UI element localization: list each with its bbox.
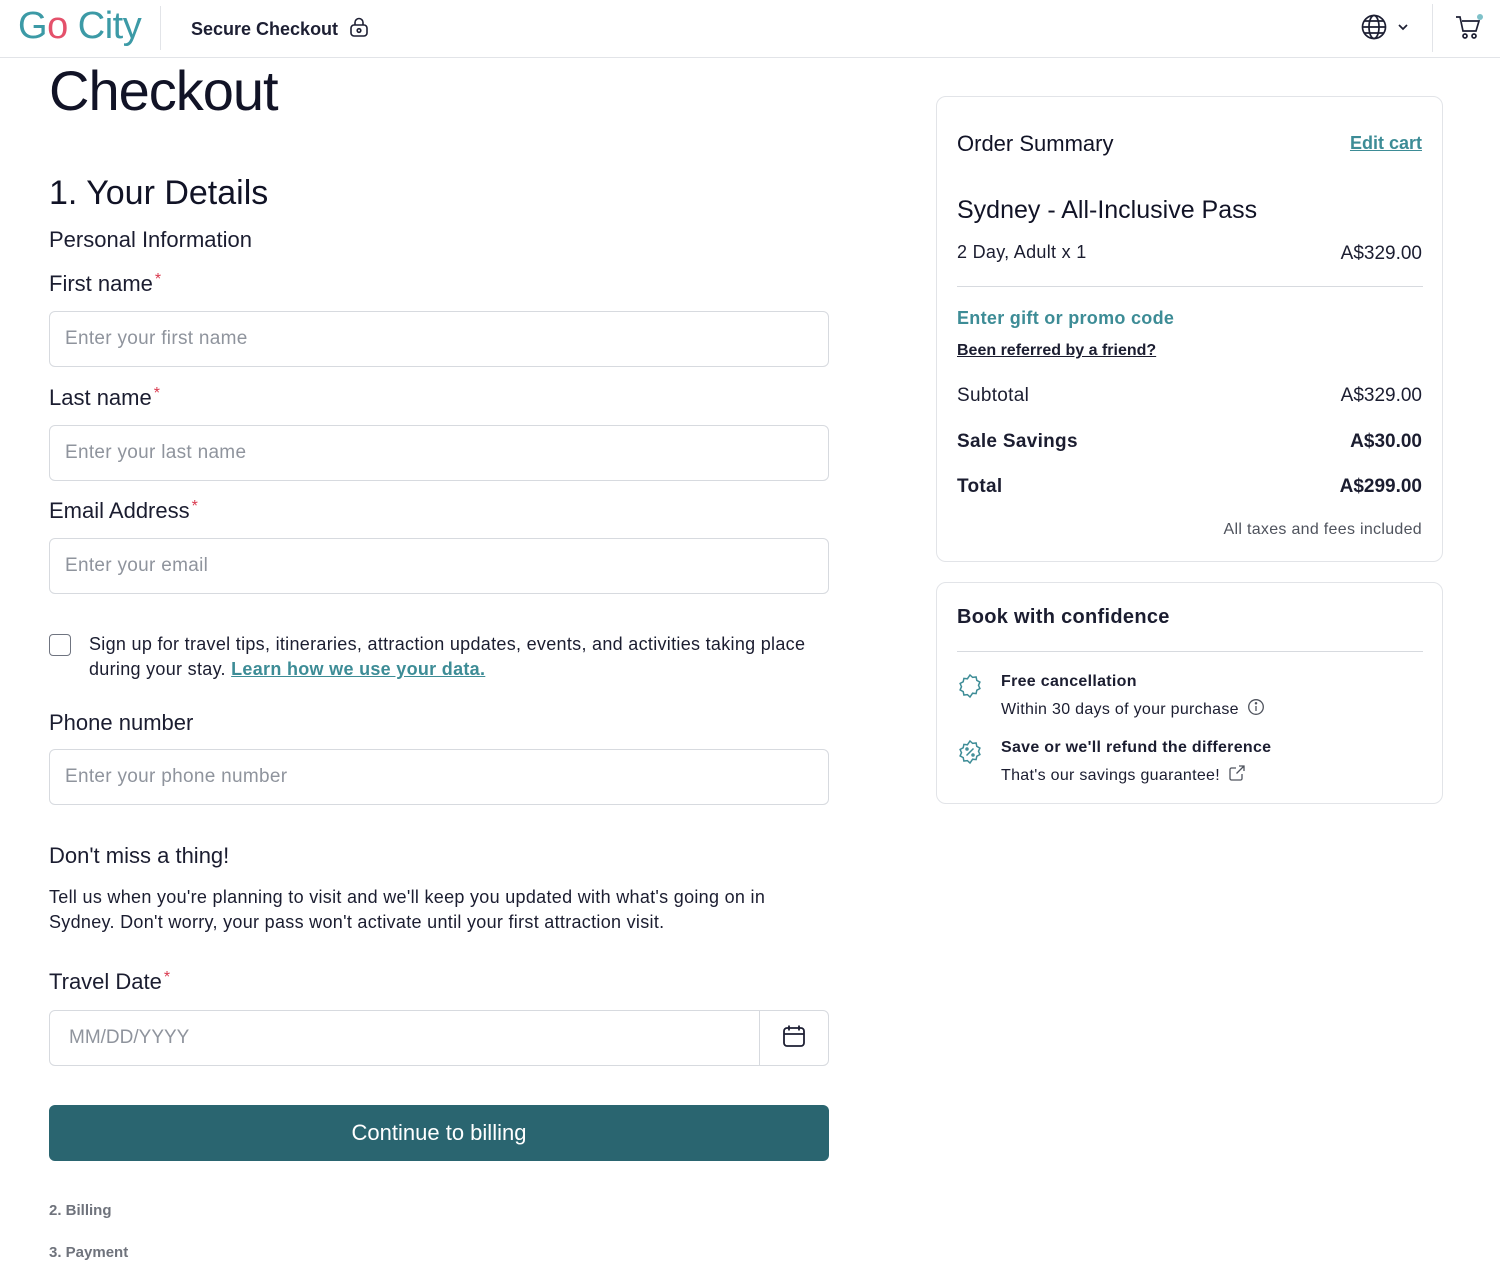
first-name-label-text: First name bbox=[49, 271, 153, 296]
continue-to-billing-button[interactable]: Continue to billing bbox=[49, 1105, 829, 1161]
confidence-title: Book with confidence bbox=[957, 606, 1170, 628]
external-link-icon[interactable] bbox=[1228, 764, 1246, 787]
promo-code-link[interactable]: Enter gift or promo code bbox=[957, 308, 1175, 328]
travel-date-input[interactable] bbox=[50, 1011, 759, 1065]
savings-guarantee-text: That's our savings guarantee! bbox=[1001, 766, 1220, 784]
subtotal-value: A$329.00 bbox=[1340, 385, 1422, 406]
calendar-icon bbox=[781, 1023, 807, 1054]
book-with-confidence-card bbox=[936, 582, 1443, 804]
edit-cart-link[interactable]: Edit cart bbox=[1349, 133, 1422, 153]
go-city-logo[interactable] bbox=[18, 6, 141, 46]
secure-checkout bbox=[191, 16, 370, 43]
required-marker: * bbox=[154, 271, 162, 288]
logo-word-city: City bbox=[67, 5, 142, 47]
last-name-input[interactable] bbox=[50, 426, 828, 480]
logo-letter-g: G bbox=[18, 5, 48, 47]
language-selector[interactable] bbox=[1360, 13, 1410, 46]
phone-label bbox=[49, 710, 193, 736]
step-billing[interactable]: 2. Billing bbox=[49, 1202, 112, 1219]
savings-label: Sale Savings bbox=[957, 431, 1078, 452]
savings-value: A$30.00 bbox=[1350, 431, 1422, 452]
cart-icon bbox=[1454, 30, 1484, 47]
email-label-text: Email Address bbox=[49, 498, 190, 523]
step-payment[interactable]: 3. Payment bbox=[49, 1244, 129, 1261]
globe-icon bbox=[1360, 13, 1388, 46]
secure-checkout-label: Secure Checkout bbox=[191, 19, 339, 39]
top-header bbox=[0, 0, 1500, 58]
calendar-button[interactable] bbox=[759, 1011, 828, 1065]
dont-miss-text: Tell us when you're planning to visit and we'll keep you updated with what's going on in Sydney. Don't worry, your pass won't activate until your first attraction visit. bbox=[49, 887, 766, 932]
confidence-divider bbox=[957, 651, 1423, 652]
email-label bbox=[49, 498, 198, 524]
phone-field[interactable] bbox=[49, 749, 829, 805]
travel-date-label bbox=[49, 969, 170, 995]
cart-button[interactable] bbox=[1454, 13, 1484, 48]
phone-label-text: Phone number bbox=[49, 710, 194, 735]
summary-divider bbox=[957, 286, 1423, 287]
product-price: A$329.00 bbox=[1340, 243, 1422, 264]
savings-guarantee-sub[interactable] bbox=[1001, 764, 1246, 787]
email-field[interactable] bbox=[49, 538, 829, 594]
newsletter-opt-in bbox=[49, 632, 839, 682]
taxes-note: All taxes and fees included bbox=[1223, 521, 1422, 538]
free-cancellation-heading: Free cancellation bbox=[1001, 673, 1137, 690]
badge-check-icon bbox=[957, 673, 983, 704]
order-summary-title: Order Summary bbox=[957, 131, 1114, 156]
free-cancellation-text: Within 30 days of your purchase bbox=[1001, 700, 1239, 718]
required-marker: * bbox=[191, 498, 198, 515]
newsletter-text bbox=[89, 632, 839, 682]
last-name-label-text: Last name bbox=[49, 385, 152, 410]
logo-letter-o: o bbox=[47, 5, 68, 47]
free-cancellation-sub bbox=[1001, 698, 1265, 721]
page-title: Checkout bbox=[49, 59, 278, 122]
chevron-down-icon bbox=[1396, 20, 1410, 39]
total-label: Total bbox=[957, 476, 1003, 497]
product-name: Sydney - All-Inclusive Pass bbox=[957, 196, 1258, 224]
section-title: 1. Your Details bbox=[49, 174, 269, 212]
required-marker: * bbox=[153, 385, 160, 402]
newsletter-checkbox[interactable] bbox=[49, 634, 71, 656]
percent-badge-icon bbox=[957, 739, 983, 770]
subtotal-label: Subtotal bbox=[957, 385, 1030, 406]
subsection-title: Personal Information bbox=[49, 227, 252, 252]
product-detail: 2 Day, Adult x 1 bbox=[957, 242, 1087, 262]
first-name-field[interactable] bbox=[49, 311, 829, 367]
header-divider bbox=[160, 6, 161, 50]
header-divider bbox=[1432, 4, 1433, 52]
travel-date-field bbox=[49, 1010, 829, 1066]
dont-miss-title: Don't miss a thing! bbox=[49, 843, 230, 868]
info-icon[interactable] bbox=[1247, 698, 1265, 721]
last-name-field[interactable] bbox=[49, 425, 829, 481]
referral-link[interactable]: Been referred by a friend? bbox=[957, 342, 1157, 359]
total-value: A$299.00 bbox=[1339, 476, 1422, 497]
last-name-label bbox=[49, 385, 160, 411]
order-summary-card bbox=[936, 96, 1443, 562]
newsletter-description: Sign up for travel tips, itineraries, attraction updates, events, and activities taking place during your stay. bbox=[89, 634, 806, 679]
first-name-label bbox=[49, 271, 161, 297]
phone-input[interactable] bbox=[50, 750, 828, 804]
email-input[interactable] bbox=[50, 539, 828, 593]
savings-guarantee-heading: Save or we'll refund the difference bbox=[1001, 739, 1272, 756]
first-name-input[interactable] bbox=[50, 312, 828, 366]
data-usage-link[interactable]: Learn how we use your data. bbox=[231, 659, 486, 679]
lock-icon bbox=[348, 16, 370, 43]
travel-date-label-text: Travel Date bbox=[49, 969, 162, 994]
required-marker: * bbox=[163, 969, 171, 986]
